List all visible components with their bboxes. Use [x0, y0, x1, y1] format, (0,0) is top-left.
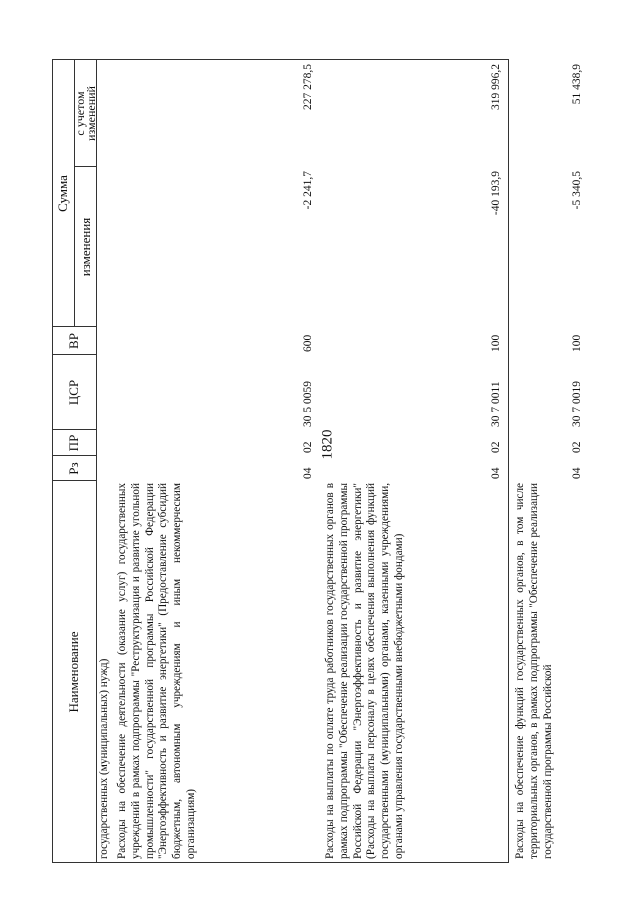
row-1-pr: 02	[302, 441, 314, 453]
row-2-change: -40 193,9	[490, 171, 502, 216]
row-1-vr: 600	[302, 334, 314, 352]
row-3-csr: 30 7 0019	[571, 381, 583, 427]
row-2-rz: 04	[490, 467, 502, 479]
row-3-name: Расходы на обеспечение функций государственных органов, в том числе территориальных органов, в рамках подпрограммы "Обеспечение реализации государственной программы Российской	[514, 483, 554, 859]
table-border-right	[52, 59, 509, 60]
row-2-vr: 100	[490, 334, 502, 352]
row-1-rz: 04	[302, 467, 314, 479]
header-with-changes-line1: с учетом	[73, 91, 87, 136]
row-1-change: -2 241,7	[302, 171, 314, 210]
header-rz: Рз	[66, 462, 81, 475]
row-2-total: 319 996,2	[490, 64, 502, 110]
row-3-pr: 02	[571, 441, 583, 453]
header-sum: Сумма	[55, 175, 70, 212]
header-with-changes-line2: изменений	[84, 86, 98, 141]
header-vr: ВР	[66, 333, 81, 349]
header-name: Наименование	[66, 631, 81, 713]
table-border-bottom	[508, 60, 509, 863]
row-1-name: Расходы на обеспечение деятельности (оказание услуг) государственных учреждений в рамках подпрограммы "Реструктуризация и развитие угольной промышленности" государственной программы Российской Федерации "Энергоэффективность и развитие энергетики" (Предоставление субсидий бюджетным, автономным учреждениям и иным некоммерческим организациям)	[116, 483, 197, 859]
row-3-total: 51 438,9	[571, 64, 583, 105]
page-number: 1820	[319, 429, 336, 460]
header-pr: ПР	[66, 434, 81, 452]
row-2-csr: 30 7 0011	[490, 381, 502, 427]
header-changes: изменения	[78, 217, 93, 277]
carryover-text: государственных (муниципальных) нужд)	[98, 658, 110, 859]
row-2-name: Расходы на выплаты по оплате труда работников государственных органов в рамках подпрограммы "Обеспечение реализации государственной программы Российской Федерации "Энергоэффективность и развитие энергетики" (Расходы на выплаты персоналу в целях обеспечения выполнения функций государственными (муниципальными) органами, казенными учреждениями, органами управления государственными внебюджетными фондами)	[324, 483, 405, 859]
row-1-total: 227 278,5	[302, 64, 314, 110]
row-2-pr: 02	[490, 441, 502, 453]
header-csr: ЦСР	[66, 379, 81, 406]
row-1-csr: 30 5 0059	[302, 381, 314, 427]
row-3-change: -5 340,5	[571, 171, 583, 210]
row-3-vr: 100	[571, 334, 583, 352]
row-3-rz: 04	[571, 467, 583, 479]
